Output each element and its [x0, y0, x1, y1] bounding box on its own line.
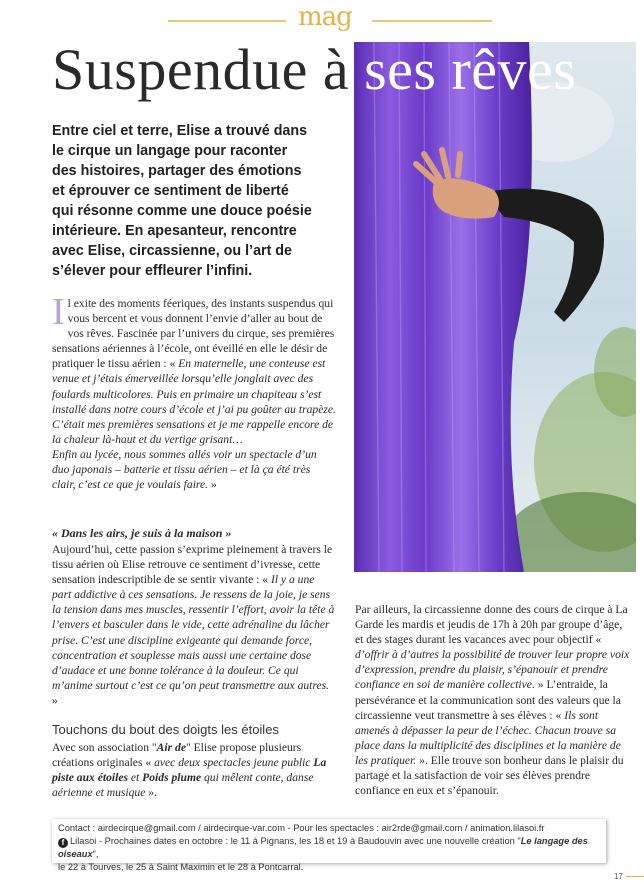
facebook-icon[interactable]: f — [58, 838, 68, 848]
section1-quote: Il y a une part addictive à ces sensations. Je ressens de la joie, je sens la tension dans mes muscles, ressentir l’effort, avoir la tête à l’envers et basculer dans le vide, cette adrénaline du lâcher prise. C’est une discipline exigeante qui demande force, concentration et souplesse mais aussi une certaine dose d’audace et une bonne tolérance à la douleur. Ce qui m’anime surtout c’est ce qu’on peut transmettre aux autres. — [52, 573, 335, 692]
contact-line-2-end: ", — [92, 849, 99, 859]
show-title-1: La piste aux étoiles — [52, 756, 327, 785]
lead-paragraph: Entre ciel et terre, Elise a trouvé dans le cirque un langage pour raconter des histoires, partager des émotions et éprouver ce sentiment de liberté qui résonne comme une douce poésie intérieure. En apesanteur, rencontre avec Elise, circassienne, ou l’art de s’élever pour effleurer l’infini. — [52, 123, 312, 279]
drop-cap: I — [52, 291, 65, 333]
intro-body — [52, 291, 336, 492]
col2-text-2: » L’entraide, la persévérance et la communication sont des valeurs que la circassienne veut transmettre à ses élèves : « — [355, 678, 621, 722]
mag-logo: mag — [298, 2, 352, 32]
section1-close: » — [52, 693, 58, 707]
col2-text-1: Par ailleurs, la circassienne donne des cours de cirque à La Garde les mardis et jeudis de 17h à 20h par groupe d’âge, et des stages durant les vacances avec pour objectif « — [355, 603, 628, 647]
section2-heading: Touchons du bout des doigts les étoiles — [52, 722, 279, 737]
header-rule-left — [168, 20, 286, 22]
photo-illustration — [354, 42, 636, 572]
section2-body — [52, 740, 336, 800]
page-number-rule — [626, 876, 644, 877]
contact-line-2-text: Lilasoi - Prochaines dates en octobre : le 11 à Pignans, les 18 et 19 à Baudouvin avec une nouvelle création " — [70, 836, 521, 846]
magazine-header — [0, 4, 644, 34]
page-number: 17 — [614, 872, 623, 881]
creation-title: Le langage des oiseaux — [58, 836, 588, 859]
section2-quote-1: avec deux spectacles jeune public — [154, 756, 314, 770]
title-part-1: Suspendue à — [52, 37, 350, 102]
contact-line-3: le 22 à Tourves, le 25 à Saint Maximin et le 28 à Pontcarral. — [58, 862, 304, 872]
contact-box — [52, 819, 606, 872]
title-part-2: ses rêves — [349, 37, 577, 102]
section2-text-1: Avec son association " — [52, 741, 157, 754]
header-rule-right — [372, 20, 492, 22]
section1-heading: « Dans les airs, je suis à la maison » — [52, 526, 232, 540]
col2-quote-2: Ils sont amenés à dépasser la peur de l’échec. Chacun trouve sa place dans la multiplicité des disciplines et la manière de les pratiquer. — [355, 708, 621, 767]
col2-text-3: ». Elle trouve son bonheur dans le plaisir du partage et la satisfaction de voir ses élèves prendre confiance en eux et s’épanouir. — [355, 753, 624, 798]
intro-quote-2: Enfin au lycée, nous sommes allés voir un spectacle d’un duo japonais – batterie et tissu aérien – et là ça été très clair, c’est ce que je voulais faire. — [52, 447, 317, 492]
section2-text-2: " Elise propose plusieurs créations originales « — [52, 741, 302, 770]
page-title — [52, 36, 576, 103]
right-column-body — [355, 602, 633, 798]
section1-body — [52, 542, 336, 708]
contact-line-2 — [58, 835, 600, 861]
intro-text: l exite des moments féeriques, des instants suspendus qui vous bercent et vous donnent l’envie d’aller au bout de vos rêves. Fascinée par l’univers du cirque, ses premières sensations aériennes à l’école, ont éveillé en elle le désir de pratiquer le tissu aérien : « — [52, 297, 335, 371]
section2-text-3: ». — [145, 786, 157, 800]
association-name: Air de — [156, 741, 186, 754]
intro-quote: En maternelle, une conteuse est venue et j’étais émerveillée lorsqu’elle jonglait avec des foulards multicolores. Puis en primaire un chapiteau s’est installé dans notre cours d’école et j’ai pu goûter au trapèze. C’était mes premières sensations et je me rappelle encore de la chaleur là-haut et du vertige grisant… — [52, 357, 336, 446]
intro-quote-close: » — [208, 478, 217, 492]
section2-quote-2: et — [128, 771, 143, 785]
col2-quote-1: d’offrir à d’autres la possibilité de trouver leur propre voix d’expression, prendre du plaisir, s’épanouir et prendre confiance en soi de manière collective. — [355, 648, 630, 692]
aerial-silk-photo — [354, 42, 636, 572]
contact-line-1: Contact : airdecirque@gmail.com / airdecirque-var.com - Pour les spectacles : air2rde@gmail.com / animation.lilasoi.fr — [58, 823, 545, 833]
show-title-2: Poids plume — [142, 771, 202, 785]
section1-text: Aujourd’hui, cette passion s’exprime pleinement à travers le tissu aérien où Elise retrouve ce sentiment d’ivresse, cette sensation indescriptible de se sentir vivante : « — [52, 543, 333, 587]
section2-quote-3: qui mêlent conte, danse aérienne et musique — [52, 771, 314, 800]
